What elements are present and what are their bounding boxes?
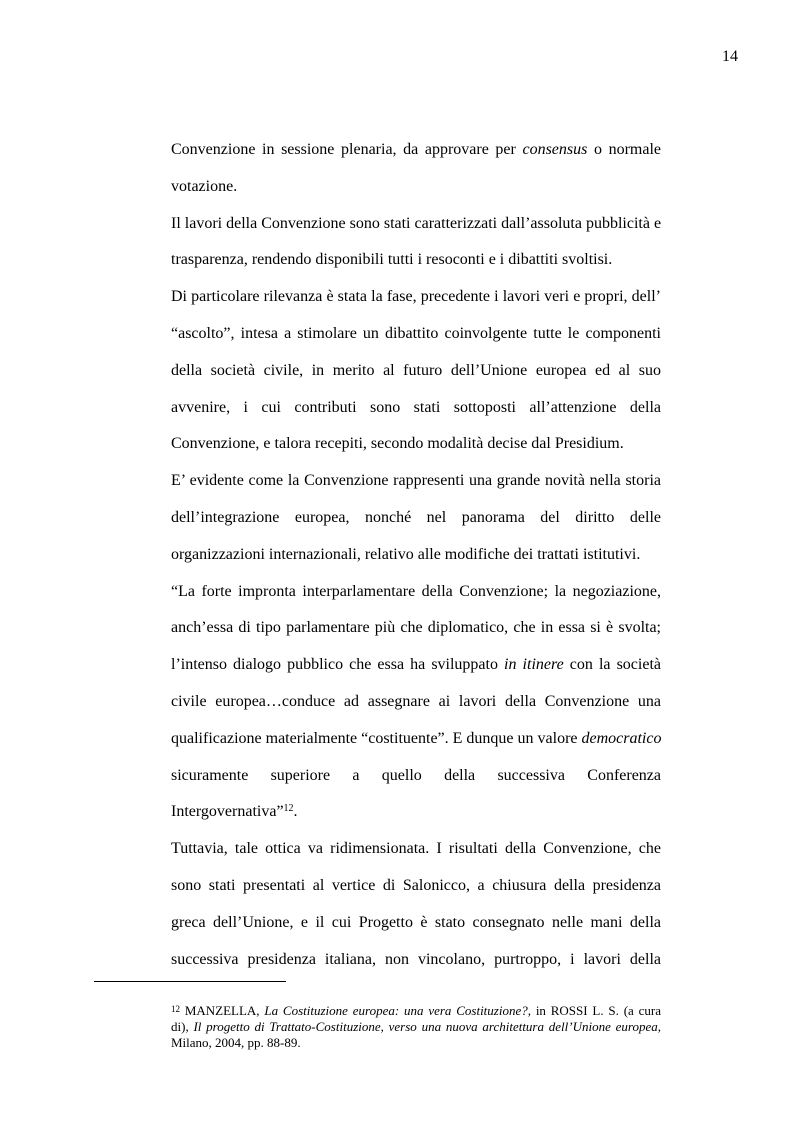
- text-run: Il lavori della Convenzione sono stati caratterizzati dall’assoluta pubblicità e: [171, 214, 662, 232]
- text-run: “ascolto”, intesa a stimolare un dibattito coinvolgente tutte le componenti: [171, 324, 661, 342]
- text-run: .: [293, 803, 298, 821]
- text-run: della società civile, in merito al futuro dell’Unione europea ed al suo: [171, 361, 661, 379]
- body-line: [171, 508, 661, 545]
- footnote-ref: 12: [283, 803, 294, 815]
- page-number: 14: [722, 48, 738, 65]
- footnote-line: [171, 1003, 661, 1019]
- body-line: [171, 582, 661, 619]
- body-line: [171, 434, 661, 471]
- footnote-line: [171, 1019, 661, 1035]
- body-line: [171, 729, 661, 766]
- body-line: [171, 692, 661, 729]
- text-run: votazione.: [171, 177, 238, 195]
- footnotes: [171, 1003, 661, 1051]
- text-run: dell’integrazione europea, nonché nel panorama del diritto delle: [171, 508, 661, 526]
- body-line: [171, 398, 661, 435]
- text-run: Convenzione, e talora recepiti, secondo modalità decise dal Presidium.: [171, 435, 624, 453]
- text-run: organizzazioni internazionali, relativo alle modifiche dei trattati istitutivi.: [171, 545, 641, 563]
- text-run: in ROSSI L. S. (a cura: [531, 1003, 661, 1018]
- body-line: [171, 140, 661, 177]
- body-line: [171, 618, 661, 655]
- body-line: [171, 214, 661, 251]
- text-run: l’intenso dialogo pubblico che essa ha sviluppato: [171, 656, 505, 674]
- text-run: sono stati presentati al vertice di Salonicco, a chiusura della presidenza: [171, 876, 661, 894]
- text-run: qualificazione materialmente “costituente”. E dunque un valore: [171, 729, 582, 747]
- footnote-separator: [94, 981, 286, 982]
- body-line: [171, 545, 661, 582]
- italic-text: democratico: [581, 729, 662, 747]
- text-run: trasparenza, rendendo disponibili tutti i resoconti e i dibattiti svoltisi.: [171, 251, 613, 269]
- text-run: successiva presidenza italiana, non vincolano, purtroppo, i lavori della: [171, 950, 661, 968]
- italic-text: in itinere: [504, 656, 564, 674]
- text-run: o normale: [587, 141, 661, 158]
- body-line: [171, 361, 661, 398]
- body-line: [171, 655, 661, 692]
- footnote-ref: 12: [171, 1004, 180, 1014]
- body-line: [171, 177, 661, 214]
- text-run: E’ evidente come la Convenzione rappresenti una grande novità nella storia: [171, 472, 661, 490]
- text-run: ,: [657, 1019, 661, 1034]
- text-run: avvenire, i cui contributi sono stati sottoposti all’attenzione della: [171, 398, 661, 416]
- body-text: [171, 140, 661, 986]
- text-run: MANZELLA,: [180, 1003, 265, 1018]
- italic-text: consensus: [522, 141, 588, 158]
- text-run: Tuttavia, tale ottica va ridimensionata. I risultati della Convenzione, che: [171, 840, 661, 858]
- body-line: [171, 876, 661, 913]
- body-line: [171, 766, 661, 803]
- body-line: [171, 802, 661, 839]
- body-line: [171, 250, 661, 287]
- text-run: “La forte impronta interparlamentare della Convenzione; la negoziazione,: [171, 582, 661, 600]
- text-run: Intergovernativa”: [171, 803, 284, 821]
- text-run: anch’essa di tipo parlamentare più che diplomatico, che in essa si è svolta;: [171, 619, 661, 637]
- body-line: [171, 324, 661, 361]
- body-line: [171, 287, 661, 324]
- text-run: con la società: [563, 656, 661, 674]
- text-run: sicuramente superiore a quello della successiva Conferenza: [171, 766, 661, 784]
- body-line: [171, 471, 661, 508]
- body-line: [171, 913, 661, 950]
- text-run: Convenzione in sessione plenaria, da approvare per: [171, 141, 523, 158]
- text-run: greca dell’Unione, e il cui Progetto è stato consegnato nelle mani della: [171, 913, 661, 931]
- italic-text: La Costituzione europea: una vera Costituzione?,: [264, 1003, 531, 1018]
- text-run: Milano, 2004, pp. 88-89.: [171, 1035, 301, 1050]
- text-run: civile europea…conduce ad assegnare ai lavori della Convenzione una: [171, 692, 661, 710]
- text-run: Di particolare rilevanza è stata la fase, precedente i lavori veri e propri, dell’: [171, 288, 661, 306]
- body-line: [171, 839, 661, 876]
- italic-text: Il progetto di Trattato-Costituzione, verso una nuova architettura dell’Unione europea: [193, 1019, 658, 1034]
- footnote-line: [171, 1035, 661, 1051]
- text-run: di),: [171, 1019, 194, 1034]
